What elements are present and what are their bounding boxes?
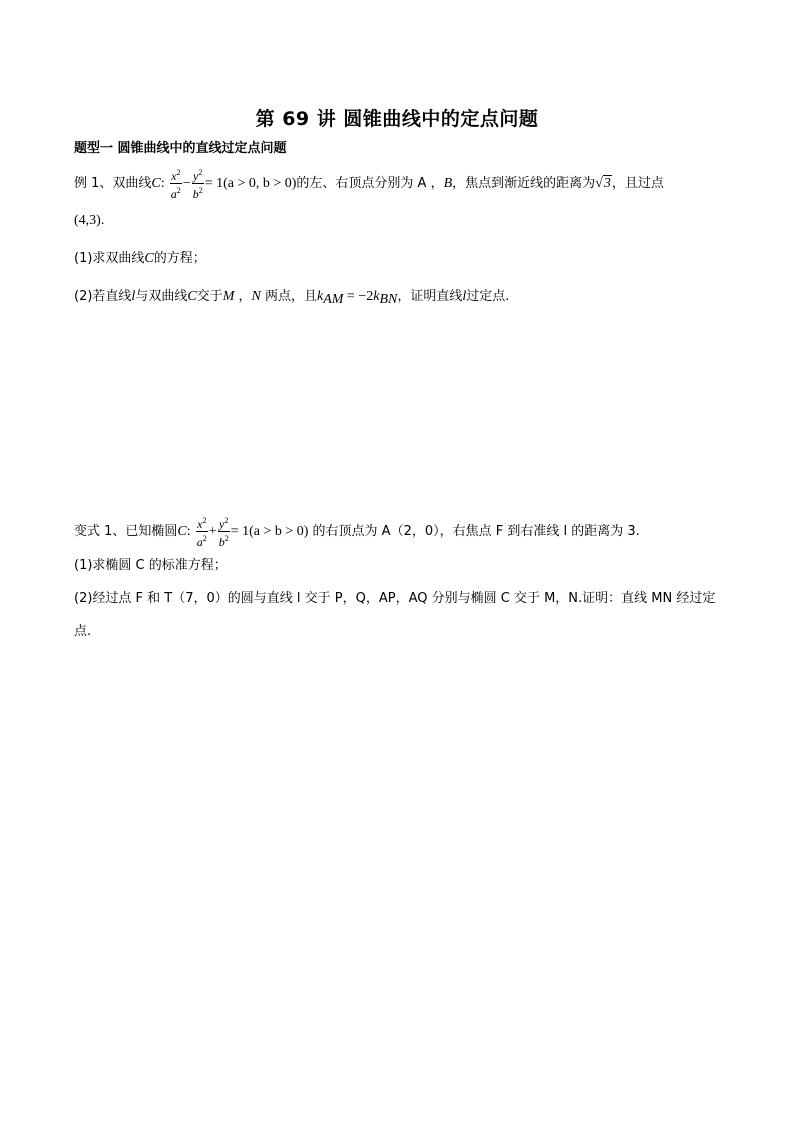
equation-rhs-2: = 1(a > b > 0) — [230, 524, 309, 539]
q2-text-b: 与双曲线 — [135, 289, 188, 304]
slope-k-am-sub: AM — [323, 292, 344, 307]
point-m: M — [222, 289, 235, 304]
page-title: 第 69 讲 圆锥曲线中的定点问题 — [255, 108, 539, 130]
q2-text-c: 交于 — [196, 289, 223, 304]
variant-1-question-2-line-2: 点. — [74, 624, 92, 639]
q2-text-e: ，证明直线 — [397, 289, 463, 304]
example-1-tail: ，且过点 — [611, 176, 664, 191]
example-1-question-1 — [74, 249, 206, 269]
equation-rhs: = 1(a > 0, b > 0) — [204, 176, 297, 191]
var-y-2: y — [219, 517, 225, 531]
section-heading: 题型一 圆锥曲线中的直线过定点问题 — [74, 141, 287, 156]
q2-text-d: 两点，且 — [260, 289, 317, 304]
ellipse-name: C — [177, 524, 187, 539]
plus-sign: + — [208, 524, 217, 539]
sqrt-3: √3 — [595, 176, 611, 191]
fraction-x2-a2: $\frac{x^2}{a^2}$ — [170, 168, 181, 201]
slope-k-bn: k — [373, 289, 380, 304]
slope-k-bn-sub: BN — [379, 292, 398, 307]
variant-1-lead: 变式 1、已知椭圆 — [74, 524, 178, 539]
q2-equals: = −2 — [343, 289, 374, 304]
example-1-lead: 例 1、双曲线 — [74, 176, 152, 191]
vertex-b: B — [443, 176, 453, 191]
var-y: y — [193, 169, 199, 183]
colon: : — [160, 176, 165, 191]
var-a: a — [170, 187, 177, 201]
curve-name: C — [151, 176, 161, 191]
example-1-mid: 的左、右顶点分别为 A ， — [296, 176, 444, 191]
var-b: b — [192, 187, 199, 201]
example-1-point: (4,3). — [74, 213, 105, 228]
variant-1-statement — [74, 514, 640, 549]
q2-text-a: (2)若直线 — [74, 289, 132, 304]
fraction-x2-a2-ellipse: $\frac{x^2}{a^2}$ — [196, 516, 207, 549]
q1-tail: 的方程； — [153, 251, 206, 266]
var-x: x — [171, 169, 177, 183]
var-b-2: b — [218, 535, 225, 549]
colon-2: : — [186, 524, 191, 539]
q2-text-f: 过定点. — [466, 289, 510, 304]
q2-comma: ， — [234, 289, 252, 304]
point-n: N — [251, 289, 261, 304]
fraction-y2-b2-ellipse: $\frac{y^2}{b^2}$ — [218, 516, 229, 549]
variant-1-question-2-line-1: (2)经过点 F 和 T（7，0）的圆与直线 l 交于 P，Q，AP，AQ 分别与椭圆 C 交于 M，N.证明：直线 MN 经过定 — [74, 591, 716, 606]
example-1-mid2: ，焦点到渐近线的距离为 — [452, 176, 596, 191]
variant-1-mid: 的右顶点为 A（2，0），右焦点 F 到右准线 l 的距离为 3. — [308, 524, 640, 539]
q1-curve: C — [144, 251, 154, 266]
slope-k-am: k — [316, 289, 324, 304]
variant-1-question-1: (1)求椭圆 C 的标准方程； — [74, 558, 227, 573]
var-a-2: a — [196, 535, 203, 549]
example-1-question-2 — [74, 287, 509, 310]
example-1-statement — [74, 166, 664, 201]
var-x-2: x — [197, 517, 203, 531]
sqrt-radicand: 3 — [603, 176, 611, 191]
q2-curve: C — [187, 289, 197, 304]
fraction-y2-b2: $\frac{y^2}{b^2}$ — [192, 168, 203, 201]
line-l-2: l — [462, 289, 467, 304]
q1-text: (1)求双曲线 — [74, 251, 145, 266]
line-l: l — [131, 289, 136, 304]
minus-sign: − — [182, 176, 191, 191]
